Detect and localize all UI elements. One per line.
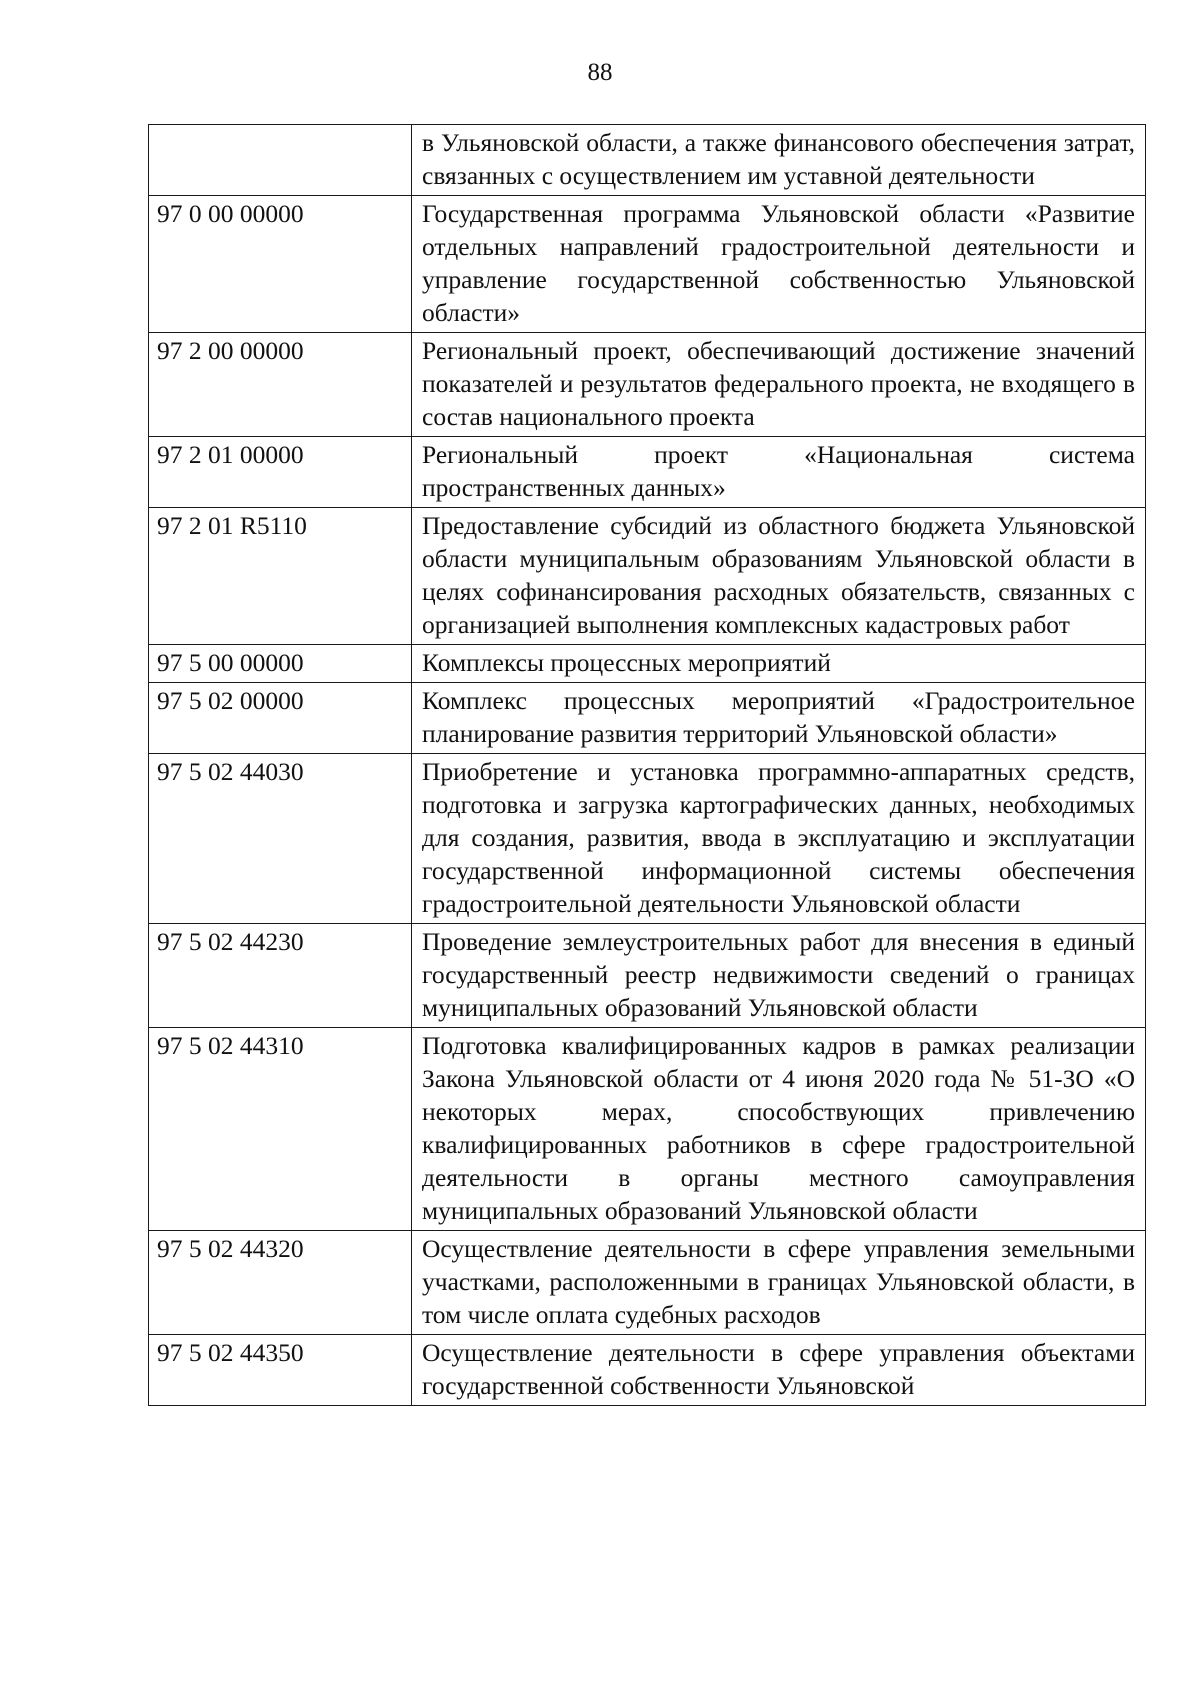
table-row <box>149 1335 1146 1406</box>
table-row <box>149 683 1146 754</box>
page-number: 88 <box>587 59 613 86</box>
description-cell: Региональный проект «Национальная система пространственных данных» <box>412 437 1146 508</box>
code-cell: 97 2 01 00000 <box>149 437 412 508</box>
description-cell: Комплексы процессных мероприятий <box>412 645 1146 683</box>
code-cell <box>149 125 412 196</box>
description-cell: Комплекс процессных мероприятий «Градостроительное планирование развития территорий Ульяновской области» <box>412 683 1146 754</box>
table-row <box>149 125 1146 196</box>
description-cell: Осуществление деятельности в сфере управления земельными участками, расположенными в границах Ульяновской области, в том числе оплата судебных расходов <box>412 1231 1146 1335</box>
description-cell: Проведение землеустроительных работ для внесения в единый государственный реестр недвижимости сведений о границах муниципальных образований Ульяновской области <box>412 924 1146 1028</box>
description-cell: Предоставление субсидий из областного бюджета Ульяновской области муниципальным образованиям Ульяновской области в целях софинансирования расходных обязательств, связанных с организацией выполнения комплексных кадастровых работ <box>412 508 1146 645</box>
table-body <box>149 125 1146 1406</box>
table-row <box>149 924 1146 1028</box>
code-cell: 97 5 02 44320 <box>149 1231 412 1335</box>
table-row <box>149 333 1146 437</box>
description-cell: Осуществление деятельности в сфере управления объектами государственной собственности Ульяновской <box>412 1335 1146 1406</box>
budget-classification-table <box>148 124 1146 1406</box>
code-cell: 97 5 02 44310 <box>149 1028 412 1231</box>
code-cell: 97 2 00 00000 <box>149 333 412 437</box>
table-row <box>149 645 1146 683</box>
description-cell: в Ульяновской области, а также финансового обеспечения затрат, связанных с осуществлением им уставной деятельности <box>412 125 1146 196</box>
table-row <box>149 1231 1146 1335</box>
code-cell: 97 5 02 00000 <box>149 683 412 754</box>
code-cell: 97 5 02 44230 <box>149 924 412 1028</box>
description-cell: Приобретение и установка программно-аппаратных средств, подготовка и загрузка картографических данных, необходимых для создания, развития, ввода в эксплуатацию и эксплуатации государственной информационной системы обеспечения градостроительной деятельности Ульяновской области <box>412 754 1146 924</box>
table-row <box>149 1028 1146 1231</box>
table-row <box>149 508 1146 645</box>
code-cell: 97 2 01 R5110 <box>149 508 412 645</box>
code-cell: 97 5 02 44350 <box>149 1335 412 1406</box>
code-cell: 97 0 00 00000 <box>149 196 412 333</box>
table-row <box>149 196 1146 333</box>
description-cell: Региональный проект, обеспечивающий достижение значений показателей и результатов федерального проекта, не входящего в состав национального проекта <box>412 333 1146 437</box>
description-cell: Государственная программа Ульяновской области «Развитие отдельных направлений градостроительной деятельности и управление государственной собственностью Ульяновской области» <box>412 196 1146 333</box>
description-cell: Подготовка квалифицированных кадров в рамках реализации Закона Ульяновской области от 4 июня 2020 года № 51-ЗО «О некоторых мерах, способствующих привлечению квалифицированных работников в сфере градостроительной деятельности в органы местного самоуправления муниципальных образований Ульяновской области <box>412 1028 1146 1231</box>
table-row <box>149 437 1146 508</box>
code-cell: 97 5 00 00000 <box>149 645 412 683</box>
code-cell: 97 5 02 44030 <box>149 754 412 924</box>
table-row <box>149 754 1146 924</box>
